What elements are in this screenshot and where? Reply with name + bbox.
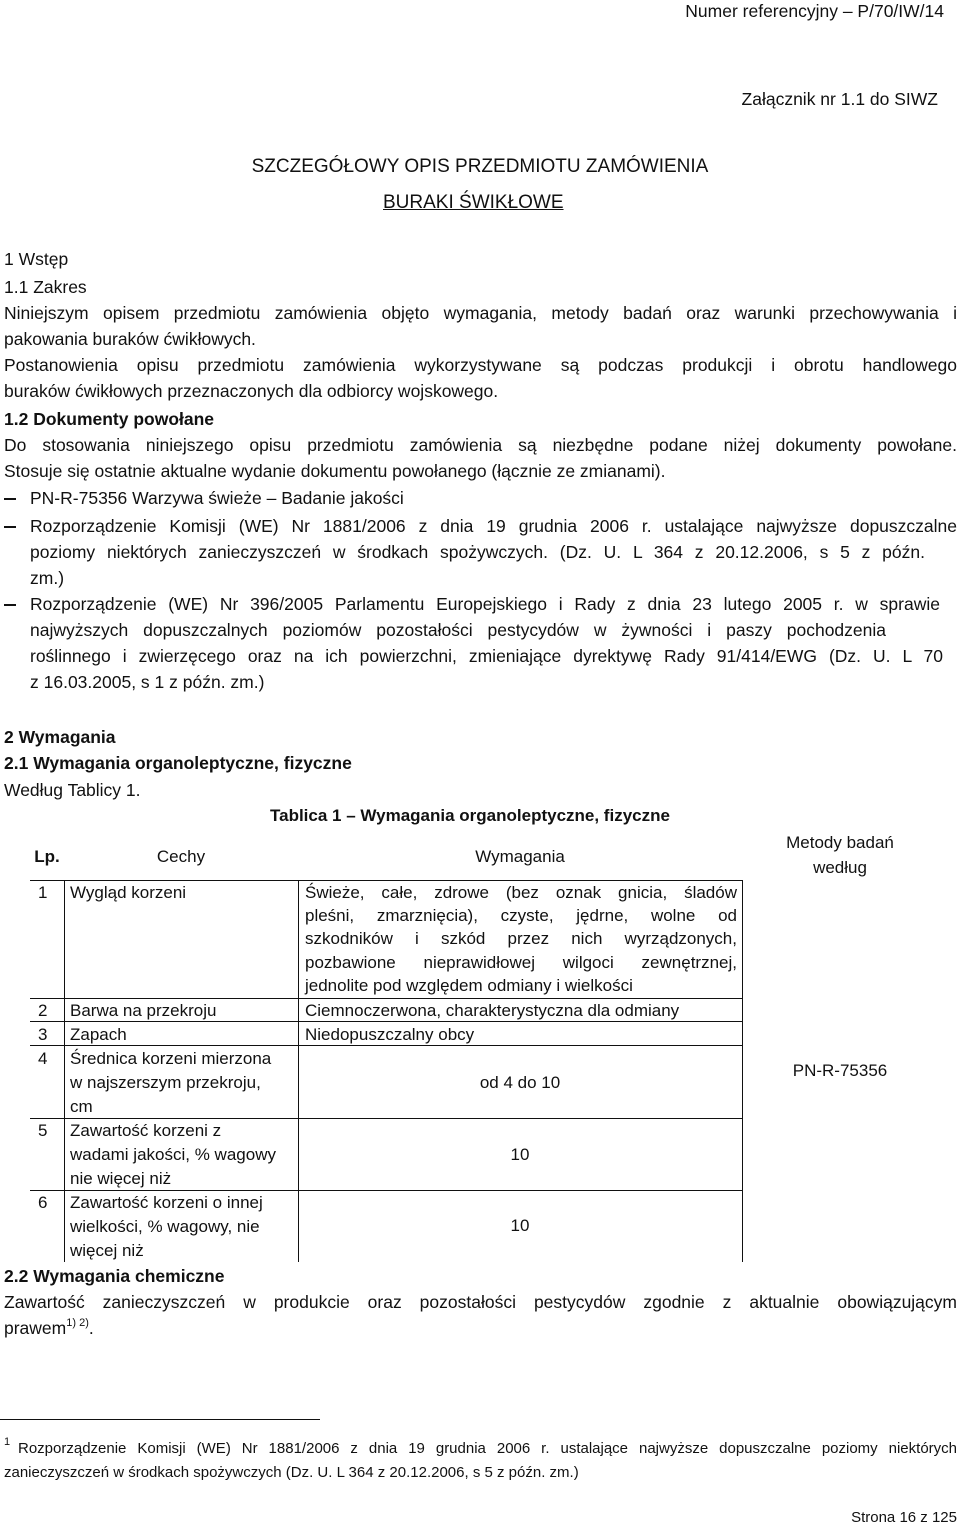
footnote-separator bbox=[0, 1419, 320, 1420]
footnote-ref[interactable]: 1) 2) bbox=[66, 1317, 89, 1329]
row-feature: Barwa na przekroju bbox=[70, 1001, 217, 1020]
row-feature-line: nie więcej niż bbox=[70, 1169, 172, 1188]
list-bullet bbox=[4, 604, 16, 606]
row-feature-line: w najszerszym przekroju, bbox=[70, 1073, 261, 1092]
row-requirement-line: jednolite pod względem odmiany i wielkości bbox=[305, 976, 633, 995]
section-2-1-heading: 2.1 Wymagania organoleptyczne, fizyczne bbox=[4, 753, 352, 773]
docs-para-line-2: Stosuje się ostatnie aktualne wydanie dokumentu powołanego (łącznie ze zmianami). bbox=[4, 461, 666, 481]
chemical-para-line-1: Zawartość zanieczyszczeń w produkcie oraz pozostałości pestycydów zgodnie z aktualnie obowiązującym bbox=[4, 1292, 957, 1312]
chemical-para-line-2 bbox=[4, 1318, 94, 1339]
section-1-heading: 1 Wstęp bbox=[4, 249, 69, 269]
section-2-2-heading: 2.2 Wymagania chemiczne bbox=[4, 1266, 225, 1286]
row-feature-line: wielkości, % wagowy, nie bbox=[70, 1217, 260, 1236]
table-intro: Według Tablicy 1. bbox=[4, 780, 141, 800]
row-requirement-line: Świeże, całe, zdrowe (bez oznak gnicia, śladów bbox=[305, 883, 737, 902]
row-requirement: 10 bbox=[510, 1145, 530, 1164]
row-requirement-line: szkodników i szkód przez nich wyrządzonych, bbox=[305, 929, 737, 948]
row-feature-line: więcej niż bbox=[70, 1241, 144, 1260]
chemical-para-text: prawem bbox=[4, 1318, 67, 1338]
section-1-1-heading: 1.1 Zakres bbox=[4, 277, 87, 297]
row-requirement: Ciemnoczerwona, charakterystyczna dla odmiany bbox=[305, 1001, 680, 1020]
row-number: 1 bbox=[38, 883, 48, 902]
document-title: SZCZEGÓŁOWY OPIS PRZEDMIOTU ZAMÓWIENIA bbox=[251, 156, 709, 177]
row-number: 4 bbox=[38, 1049, 48, 1068]
list-bullet bbox=[4, 526, 16, 528]
table-title: Tablica 1 – Wymagania organoleptyczne, fizyczne bbox=[270, 806, 670, 825]
col-header-requirement: Wymagania bbox=[475, 847, 565, 866]
row-number: 5 bbox=[38, 1121, 48, 1140]
row-feature-line: cm bbox=[70, 1097, 93, 1116]
reference-item-3-line-1: Rozporządzenie (WE) Nr 396/2005 Parlamentu Europejskiego i Rady z dnia 23 lutego 2005 r. w sprawie bbox=[30, 594, 940, 614]
row-requirement: od 4 do 10 bbox=[479, 1073, 561, 1092]
scope-para-2-line-2: buraków ćwikłowych przeznaczonych dla odbiorcy wojskowego. bbox=[4, 381, 499, 401]
row-feature: Wygląd korzeni bbox=[70, 883, 187, 902]
row-feature: Zapach bbox=[70, 1025, 127, 1044]
method-value: PN-R-75356 bbox=[792, 1061, 888, 1080]
row-number: 2 bbox=[38, 1001, 48, 1020]
reference-item-1: PN-R-75356 Warzywa świeże – Badanie jakości bbox=[30, 488, 404, 508]
row-number: 6 bbox=[38, 1193, 48, 1212]
col-header-method-line-2: według bbox=[813, 858, 867, 877]
col-header-lp: Lp. bbox=[34, 847, 60, 866]
reference-item-3-line-4: z 16.03.2005, s 1 z późn. zm.) bbox=[30, 672, 265, 692]
document-subtitle: BURAKI ŚWIKŁOWE bbox=[383, 192, 564, 213]
row-feature-line: Średnica korzeni mierzona bbox=[70, 1049, 272, 1068]
page-number: Strona 16 z 125 bbox=[851, 1509, 957, 1526]
col-header-feature: Cechy bbox=[156, 847, 206, 866]
row-requirement: 10 bbox=[510, 1216, 530, 1235]
row-requirement-line: pozbawione nieprawidłowej wilgoci zewnętrznej, bbox=[305, 953, 737, 972]
reference-number: Numer referencyjny – P/70/IW/14 bbox=[685, 1, 944, 21]
scope-para-2-line-1: Postanowienia opisu przedmiotu zamówienia wykorzystywane są podczas produkcji i obrotu handlowego bbox=[4, 355, 957, 375]
table-rule bbox=[64, 880, 65, 1262]
docs-para-line-1: Do stosowania niniejszego opisu przedmiotu zamówienia są niezbędne podane niżej dokumenty powołane. bbox=[4, 435, 957, 455]
row-number: 3 bbox=[38, 1025, 48, 1044]
reference-item-2-line-2: poziomy niektórych zanieczyszczeń w środkach spożywczych. (Dz. U. L 364 z 20.12.2006, s 5 z późn. bbox=[30, 542, 925, 562]
row-feature-line: Zawartość korzeni z bbox=[70, 1121, 222, 1140]
footnote-text-line-1: Rozporządzenie Komisji (WE) Nr 1881/2006 z dnia 19 grudnia 2006 r. ustalające najwyższe dopuszczalne poziomy niektórych bbox=[18, 1440, 957, 1457]
row-requirement: Niedopuszczalny obcy bbox=[305, 1025, 475, 1044]
scope-para-1-line-1: Niniejszym opisem przedmiotu zamówienia objęto wymagania, metody badań oraz warunki przechowywania i bbox=[4, 303, 957, 323]
row-requirement-line: pleśni, zmarznięcia), czyste, jędrne, wolne od bbox=[305, 906, 737, 925]
footnote-text-line-2: zanieczyszczeń w środkach spożywczych (Dz. U. L 364 z 20.12.2006, s 5 z późn. zm.) bbox=[4, 1464, 579, 1481]
section-1-2-heading: 1.2 Dokumenty powołane bbox=[4, 409, 215, 429]
footnote-line-1 bbox=[4, 1436, 11, 1457]
reference-item-3-line-3: roślinnego i zwierzęcego oraz na ich powierzchni, zmieniające dyrektywę Rady 91/414/EWG (Dz. U. L 70 bbox=[30, 646, 943, 666]
reference-item-2-line-1: Rozporządzenie Komisji (WE) Nr 1881/2006 z dnia 19 grudnia 2006 r. ustalające najwyższe dopuszczalne bbox=[30, 516, 957, 536]
reference-item-3-line-2: najwyższych dopuszczalnych poziomów pozostałości pestycydów w żywności i paszy pochodzenia bbox=[30, 620, 886, 640]
list-bullet bbox=[4, 498, 16, 500]
annex-label: Załącznik nr 1.1 do SIWZ bbox=[741, 89, 938, 109]
col-header-method-line-1: Metody badań bbox=[786, 833, 894, 852]
row-feature-line: Zawartość korzeni o innej bbox=[70, 1193, 263, 1212]
scope-para-1-line-2: pakowania buraków ćwikłowych. bbox=[4, 329, 256, 349]
row-feature-line: wadami jakości, % wagowy bbox=[70, 1145, 276, 1164]
reference-item-2-line-3: zm.) bbox=[30, 568, 65, 588]
section-2-heading: 2 Wymagania bbox=[4, 727, 116, 747]
chemical-para-end: . bbox=[88, 1318, 94, 1338]
footnote-mark: 1 bbox=[4, 1436, 11, 1448]
